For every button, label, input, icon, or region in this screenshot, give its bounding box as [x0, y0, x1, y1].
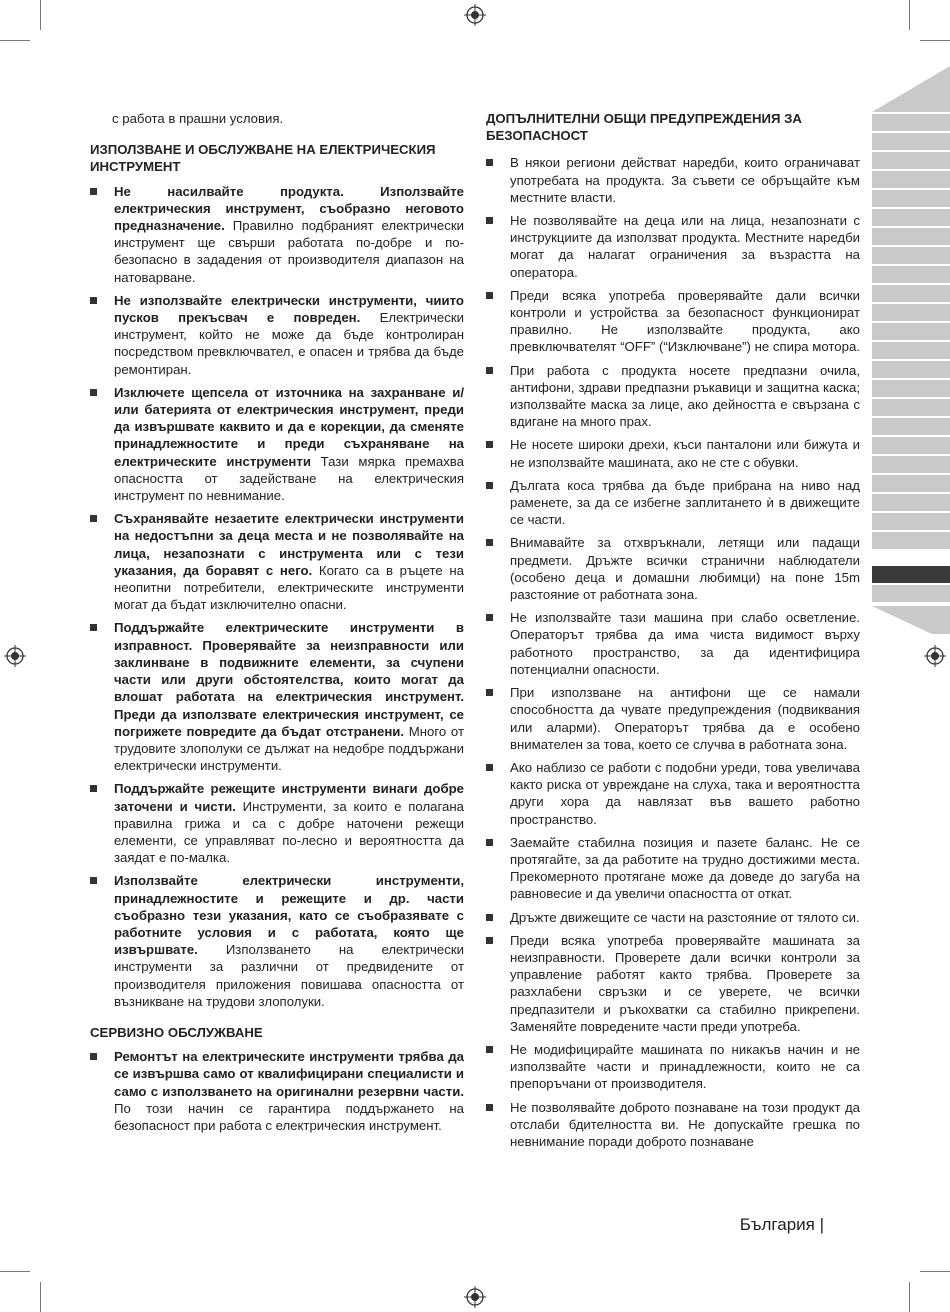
right-column [486, 110, 860, 1164]
list-item [486, 834, 860, 903]
service-list [90, 1048, 464, 1134]
section-heading-additional-warnings: ДОПЪЛНИТЕЛНИ ОБЩИ ПРЕДУПРЕЖДЕНИЯ ЗА БЕЗОПАСНОСТ [486, 111, 802, 144]
language-tab [872, 456, 950, 473]
item-bold-text: Не използвайте електрически инструменти, чиито пусков прекъсвач е повреден. [114, 292, 464, 326]
square-bullet-icon [486, 217, 493, 224]
item-text: Правилно подбраният електрически инструмент ще свърши работата по-добре и по-безопасно в зададения от производителя диапазон на натоварване. [114, 218, 464, 285]
square-bullet-icon [486, 539, 493, 546]
list-item [486, 362, 860, 431]
square-bullet-icon [90, 389, 97, 396]
square-bullet-icon [486, 764, 493, 771]
list-item [486, 436, 860, 470]
language-tab [872, 342, 950, 359]
square-bullet-icon [90, 1053, 97, 1060]
square-bullet-icon [90, 297, 97, 304]
language-tab [872, 475, 950, 492]
language-tab [872, 323, 950, 340]
language-tab [872, 418, 950, 435]
language-tab [872, 361, 950, 378]
square-bullet-icon [486, 689, 493, 696]
language-tab [872, 585, 950, 602]
list-item [486, 477, 860, 529]
square-bullet-icon [486, 482, 493, 489]
language-tab [872, 399, 950, 416]
lead-text: с работа в прашни условия. [112, 111, 284, 126]
registration-mark-icon [924, 645, 946, 667]
list-item [90, 183, 464, 286]
list-item [486, 212, 860, 281]
language-tab [872, 152, 950, 169]
item-text: Не позволявайте на деца или на лица, незапознати с инструкциите да използват продукта. Местните наредби могат да налагат ограничения за възрастта на оператора. [510, 213, 860, 280]
square-bullet-icon [486, 937, 493, 944]
section-heading-usage: ИЗПОЛЗВАНЕ И ОБСЛУЖВАНЕ НА ЕЛЕКТРИЧЕСКИЯ ИНСТРУМЕНТ [90, 142, 436, 175]
square-bullet-icon [486, 292, 493, 299]
square-bullet-icon [486, 1046, 493, 1053]
language-tab [872, 209, 950, 226]
language-tab [872, 247, 950, 264]
list-item [486, 1099, 860, 1151]
list-item [486, 534, 860, 603]
item-bold-text: Поддържайте режещите инструменти винаги добре заточени и чисти. [114, 781, 464, 814]
item-text: Много от трудовите злополуки се дължат на недобре поддържани електрически инструменти. [114, 723, 464, 774]
crop-mark [40, 0, 41, 30]
item-bold-text: Използвайте електрически инструменти, принадлежностите и режещите и др. части съобразно тези указания, като се съобразявате с работните условия и с работата, която ще извършвате. [114, 873, 464, 958]
square-bullet-icon [90, 877, 97, 884]
item-bold-text: Поддържайте електрическите инструменти в изправност. Проверявайте за неизправности или заклинване в подвижните елементи, за счупени части или други обстоятелства, които могат да влошат работата на електрическия инструмент. Преди да използвате електрическия инструмент, се погрижете повредите да бъдат отстранени. [114, 620, 464, 739]
square-bullet-icon [486, 159, 493, 166]
list-item [486, 287, 860, 356]
section-heading-service: СЕРВИЗНО ОБСЛУЖВАНЕ [90, 1024, 263, 1040]
crop-mark [0, 40, 30, 41]
item-text: Когато са в ръцете на неопитни потребители, електрическите инструменти могат да бъдат изключително опасни. [114, 562, 465, 613]
square-bullet-icon [90, 188, 97, 195]
language-tab [872, 304, 950, 321]
square-bullet-icon [90, 624, 97, 631]
item-text: По този начин се гарантира поддържането на безопасност при работа с електрическия инструмент. [114, 1100, 464, 1133]
language-tab [872, 494, 950, 511]
item-text: Тази мярка премахва опасността от задействане на електрическия инструмент по невнимание. [114, 453, 464, 504]
item-text: Не използвайте тази машина при слабо осветление. Операторът трябва да има чиста видимост върху работното пространство, за да идентифицира потенциални опасности. [510, 610, 860, 677]
list-item [90, 780, 464, 866]
list-item [90, 619, 464, 774]
crop-mark [909, 1282, 910, 1312]
list-item [90, 384, 464, 504]
warnings-list [486, 154, 860, 1150]
item-text: В някои региони действат наредби, които ограничават употребата на продукта. За съвети се обръщайте към местните власти. [510, 155, 860, 205]
language-tab [872, 532, 950, 549]
square-bullet-icon [90, 785, 97, 792]
item-text: Дръжте движещите се части на разстояние от тялото си. [510, 909, 860, 925]
item-bold-text: Не насилвайте продукта. Използвайте електрическия инструмент, съобразно неговото предназначение. [114, 183, 464, 234]
list-item [486, 684, 860, 753]
item-text: Внимавайте за отхвръкнали, летящи или падащи предмети. Дръжте всички странични наблюдатели (особено деца и домашни любимци) на поне 15m разстояние от работната зона. [510, 535, 860, 603]
language-tab [872, 266, 950, 283]
list-item [486, 932, 860, 1035]
item-bold-text: Изключете щепсела от източника на захранване и/или батерията от електрическия инструмент, преди да извършвате каквито и да е корекции, да сменяте принадлежностите и преди съхраняване на електрическите инструменти [114, 384, 464, 469]
language-tab [872, 171, 950, 188]
item-text: При използване на антифони ще се намали способността да чувате предупреждения (подвиквания или аларми). Операторът трябва да е особено внимателен за това, което се случва в работната зона. [510, 685, 860, 752]
item-text: Електрически инструмент, който не може да бъде контролиран посредством превключвател, е опасен и трябва да бъде ремонтиран. [114, 310, 464, 377]
square-bullet-icon [486, 441, 493, 448]
list-item [90, 510, 464, 613]
item-text: Ако наблизо се работи с подобни уреди, това увеличава както риска от увреждане на слуха, така и вероятността други хора да навлязат във вашето работно пространство. [510, 759, 860, 827]
language-tab [872, 133, 950, 150]
item-text: Инструменти, за които е полагана правилна грижа и са с добре наточени режещи елементи, се управляват по-лесно и вероятността да заядат е по-малка. [114, 798, 464, 866]
square-bullet-icon [90, 515, 97, 522]
list-item [486, 609, 860, 678]
page-footer-language: България | [739, 1215, 824, 1234]
item-bold-text: Съхранявайте незаетите електрически инструменти на недостъпни за деца места и не позволявайте на лица, незапознати с инструмента или с тези указания, да боравят с него. [114, 511, 464, 578]
item-text: Използването на електрически инструменти за различни от предвидените от производителя приложения повишава опасността от възникване на трудови злополуки. [114, 942, 464, 1009]
language-tab [872, 228, 950, 245]
item-text: Преди всяка употреба проверявайте дали всички контроли и устройства за безопасност функционират правилно. Не използвайте продукта, ако превключвателят “OFF” (“Изключване”) не спира мотора. [510, 287, 860, 355]
registration-mark-icon [464, 1286, 486, 1308]
list-item [486, 154, 860, 206]
item-text: При работа с продукта носете предпазни очила, антифони, здрави предпазни ръкавици и защитна каска; използвайте маска за лице, ако дейността е свързана с вдигане на много прах. [510, 362, 860, 430]
language-tab [872, 513, 950, 530]
square-bullet-icon [486, 367, 493, 374]
square-bullet-icon [486, 614, 493, 621]
list-item [90, 1048, 464, 1134]
list-item [486, 909, 860, 926]
item-text: Не модифицирайте машината по никакъв начин и не използвайте части и принадлежности, които не са препоръчани от производителя. [510, 1041, 860, 1092]
language-tab [872, 114, 950, 131]
registration-mark-icon [4, 645, 26, 667]
language-tabs [872, 66, 950, 634]
square-bullet-icon [486, 839, 493, 846]
tab-bottom-triangle [872, 606, 950, 634]
usage-list [90, 183, 464, 1010]
crop-mark [909, 0, 910, 30]
crop-mark [920, 40, 950, 41]
list-item [486, 759, 860, 828]
left-column [90, 110, 464, 1148]
tab-top-triangle [872, 66, 950, 112]
item-text: Не носете широки дрехи, къси панталони или бижута и не използвайте машината, ако не сте с обувки. [510, 437, 860, 470]
crop-mark [0, 1271, 30, 1272]
crop-mark [920, 1271, 950, 1272]
language-tab [872, 380, 950, 397]
item-text: Дългата коса трябва да бъде прибрана на ниво над раменете, за да се избегне заплитането ѝ в движещите се части. [510, 477, 860, 528]
item-text: Не позволявайте доброто познаване на този продукт да отслаби бдителността ви. Не допускайте грешка по невнимание поради доброто познаване [510, 1099, 860, 1149]
list-item [486, 1041, 860, 1093]
crop-mark [40, 1282, 41, 1312]
language-tab [872, 285, 950, 302]
list-item [90, 292, 464, 378]
registration-mark-icon [464, 4, 486, 26]
square-bullet-icon [486, 914, 493, 921]
language-tab [872, 190, 950, 207]
language-tab [872, 437, 950, 454]
item-bold-text: Ремонтът на електрическите инструменти трябва да се извършва само от квалифицирани специалисти и само с използването на оригинални резервни части. [114, 1049, 464, 1099]
square-bullet-icon [486, 1104, 493, 1111]
language-tab-active [872, 566, 950, 583]
item-text: Преди всяка употреба проверявайте машината за неизправности. Проверете дали всички контроли за управление работят както трябва. Проверете за разхлабени свръзки и се уверете, че всички предпазители и ръкохватки са стабилно прикрепени. Заменяйте повредените части преди употреба. [510, 932, 860, 1034]
list-item [90, 872, 464, 1010]
item-text: Заемайте стабилна позиция и пазете баланс. Не се протягайте, за да работите на трудно достижими места. Прекомерното протягане може да доведе до загуба на равновесие и да увеличи опасността от откат. [510, 834, 860, 902]
